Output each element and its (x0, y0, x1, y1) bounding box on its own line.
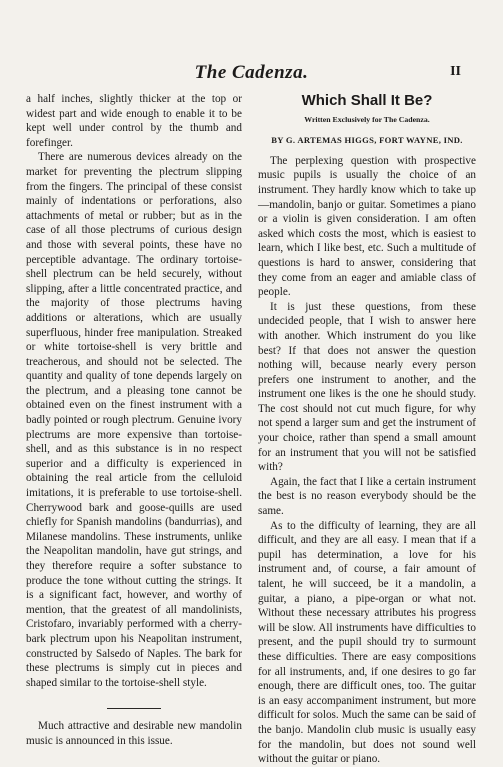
written-for-credit: Written Exclusively for The Cadenza. (304, 114, 430, 124)
page-number: II (450, 64, 461, 79)
paragraph: There are numerous devices already on the market for preventing the plectrum slipping from the fingers. The principal of these consist mainly of indentations or perforations, also attachments of metal or rubber; but as in the case of all those plectrums of curious design and those with several points, these have no perceptible advantage. The ordinary tortoise-shell plectrum can be held securely, without slipping, after a little concentrated practice, and the majority of those plectrums having additions or alterations, which are usually superfluous, hinder free manipulation. Streaked or white tortoise-shell is very brittle and treacherous, and should not be selected. The quantity and quality of tone depends largely on the plectrum, and a pleasing tone cannot be obtained even on the finest instrument with a badly pointed or rough plectrum. Genuine ivory plectrums are more expensive than tortoise-shell, and as this substance is in no respect superior and a difficulty is experienced in obtaining the real article from the celluloid imitations, it is preferable to use tortoise-shell. Cherrywood bark and goose-quills are used chiefly for Spanish mandolins (bandurrias), and Milanese mandolins. These instruments, unlike the Neapolitan mandolin, have gut strings, and they therefore require a softer substance to produce the tone without cutting the strings. It is a significant fact, however, and worthy of mention, that the greatest of all mandolinists, Cristofaro, invariably performed with a cherry-bark plectrum upon his Neapolitan instrument, constructed by Salsedo of Naples. The bark for these plectrums is simply cut in pieces and shaped similar to the tortoise-shell style. (26, 151, 242, 689)
article-title: Which Shall It Be? (301, 92, 433, 109)
paragraph: It is just these questions, from these undecided people, that I wish to answer here with another. Which instrument do you like best? If that does not answer the question nothing will, because nearly every person prefers one instrument to another, and the instrument one likes is the one he should study. The cost should not cut much figure, for why not spend a larger sum and get the instrument of your choice, rather than spend a small amount for an instrument that you will not be satisfied with? (258, 300, 476, 474)
left-column (26, 92, 242, 749)
paragraph: The perplexing question with prospective music pupils is usually the choice of an instrument. They hardly know which to take up—mandolin, banjo or guitar. Sometimes a piano or a violin is given consideration. I am often asked which costs the most, which is easiest to learn, which I like best, etc. Such a multitude of questions is hard to answer, considering that they come from an eager and amiable class of people. (258, 154, 476, 299)
page-header (0, 60, 503, 88)
right-column (258, 92, 476, 767)
paragraph: Again, the fact that I like a certain instrument the best is no reason everybody should be the same. (258, 475, 476, 518)
divider (107, 708, 161, 709)
magazine-title: The Cadenza. (194, 62, 309, 83)
paragraph: a half inches, slightly thicker at the top or widest part and wide enough to enable it to be kept well under control by the thumb and forefinger. (26, 93, 242, 149)
announcement-notice: Much attractive and desirable new mandolin music is announced in this issue. (26, 720, 242, 747)
paragraph: As to the difficulty of learning, they are all difficult, and they are all easy. I mean that if a pupil has determination, a love for his instrument and, of course, a fair amount of talent, he will succeed, be it a mandolin, a guitar, a piano, a pipe-organ or what not. Without these necessary attributes his progress will be slow. All instruments have difficulties to present, and the pupil should try to surmount these difficulties. There are easy compositions for all instruments, and, if one desires to go far enough, there are difficult ones, too. The guitar is an easy accompaniment instrument, but more difficult for solos. Much the same can be said of the banjo. Mandolin club music is usually easy for the mandolin, but does not sound well without the guitar or piano. (258, 519, 476, 766)
author-byline: BY G. ARTEMAS HIGGS, FORT WAYNE, IND. (271, 135, 463, 146)
